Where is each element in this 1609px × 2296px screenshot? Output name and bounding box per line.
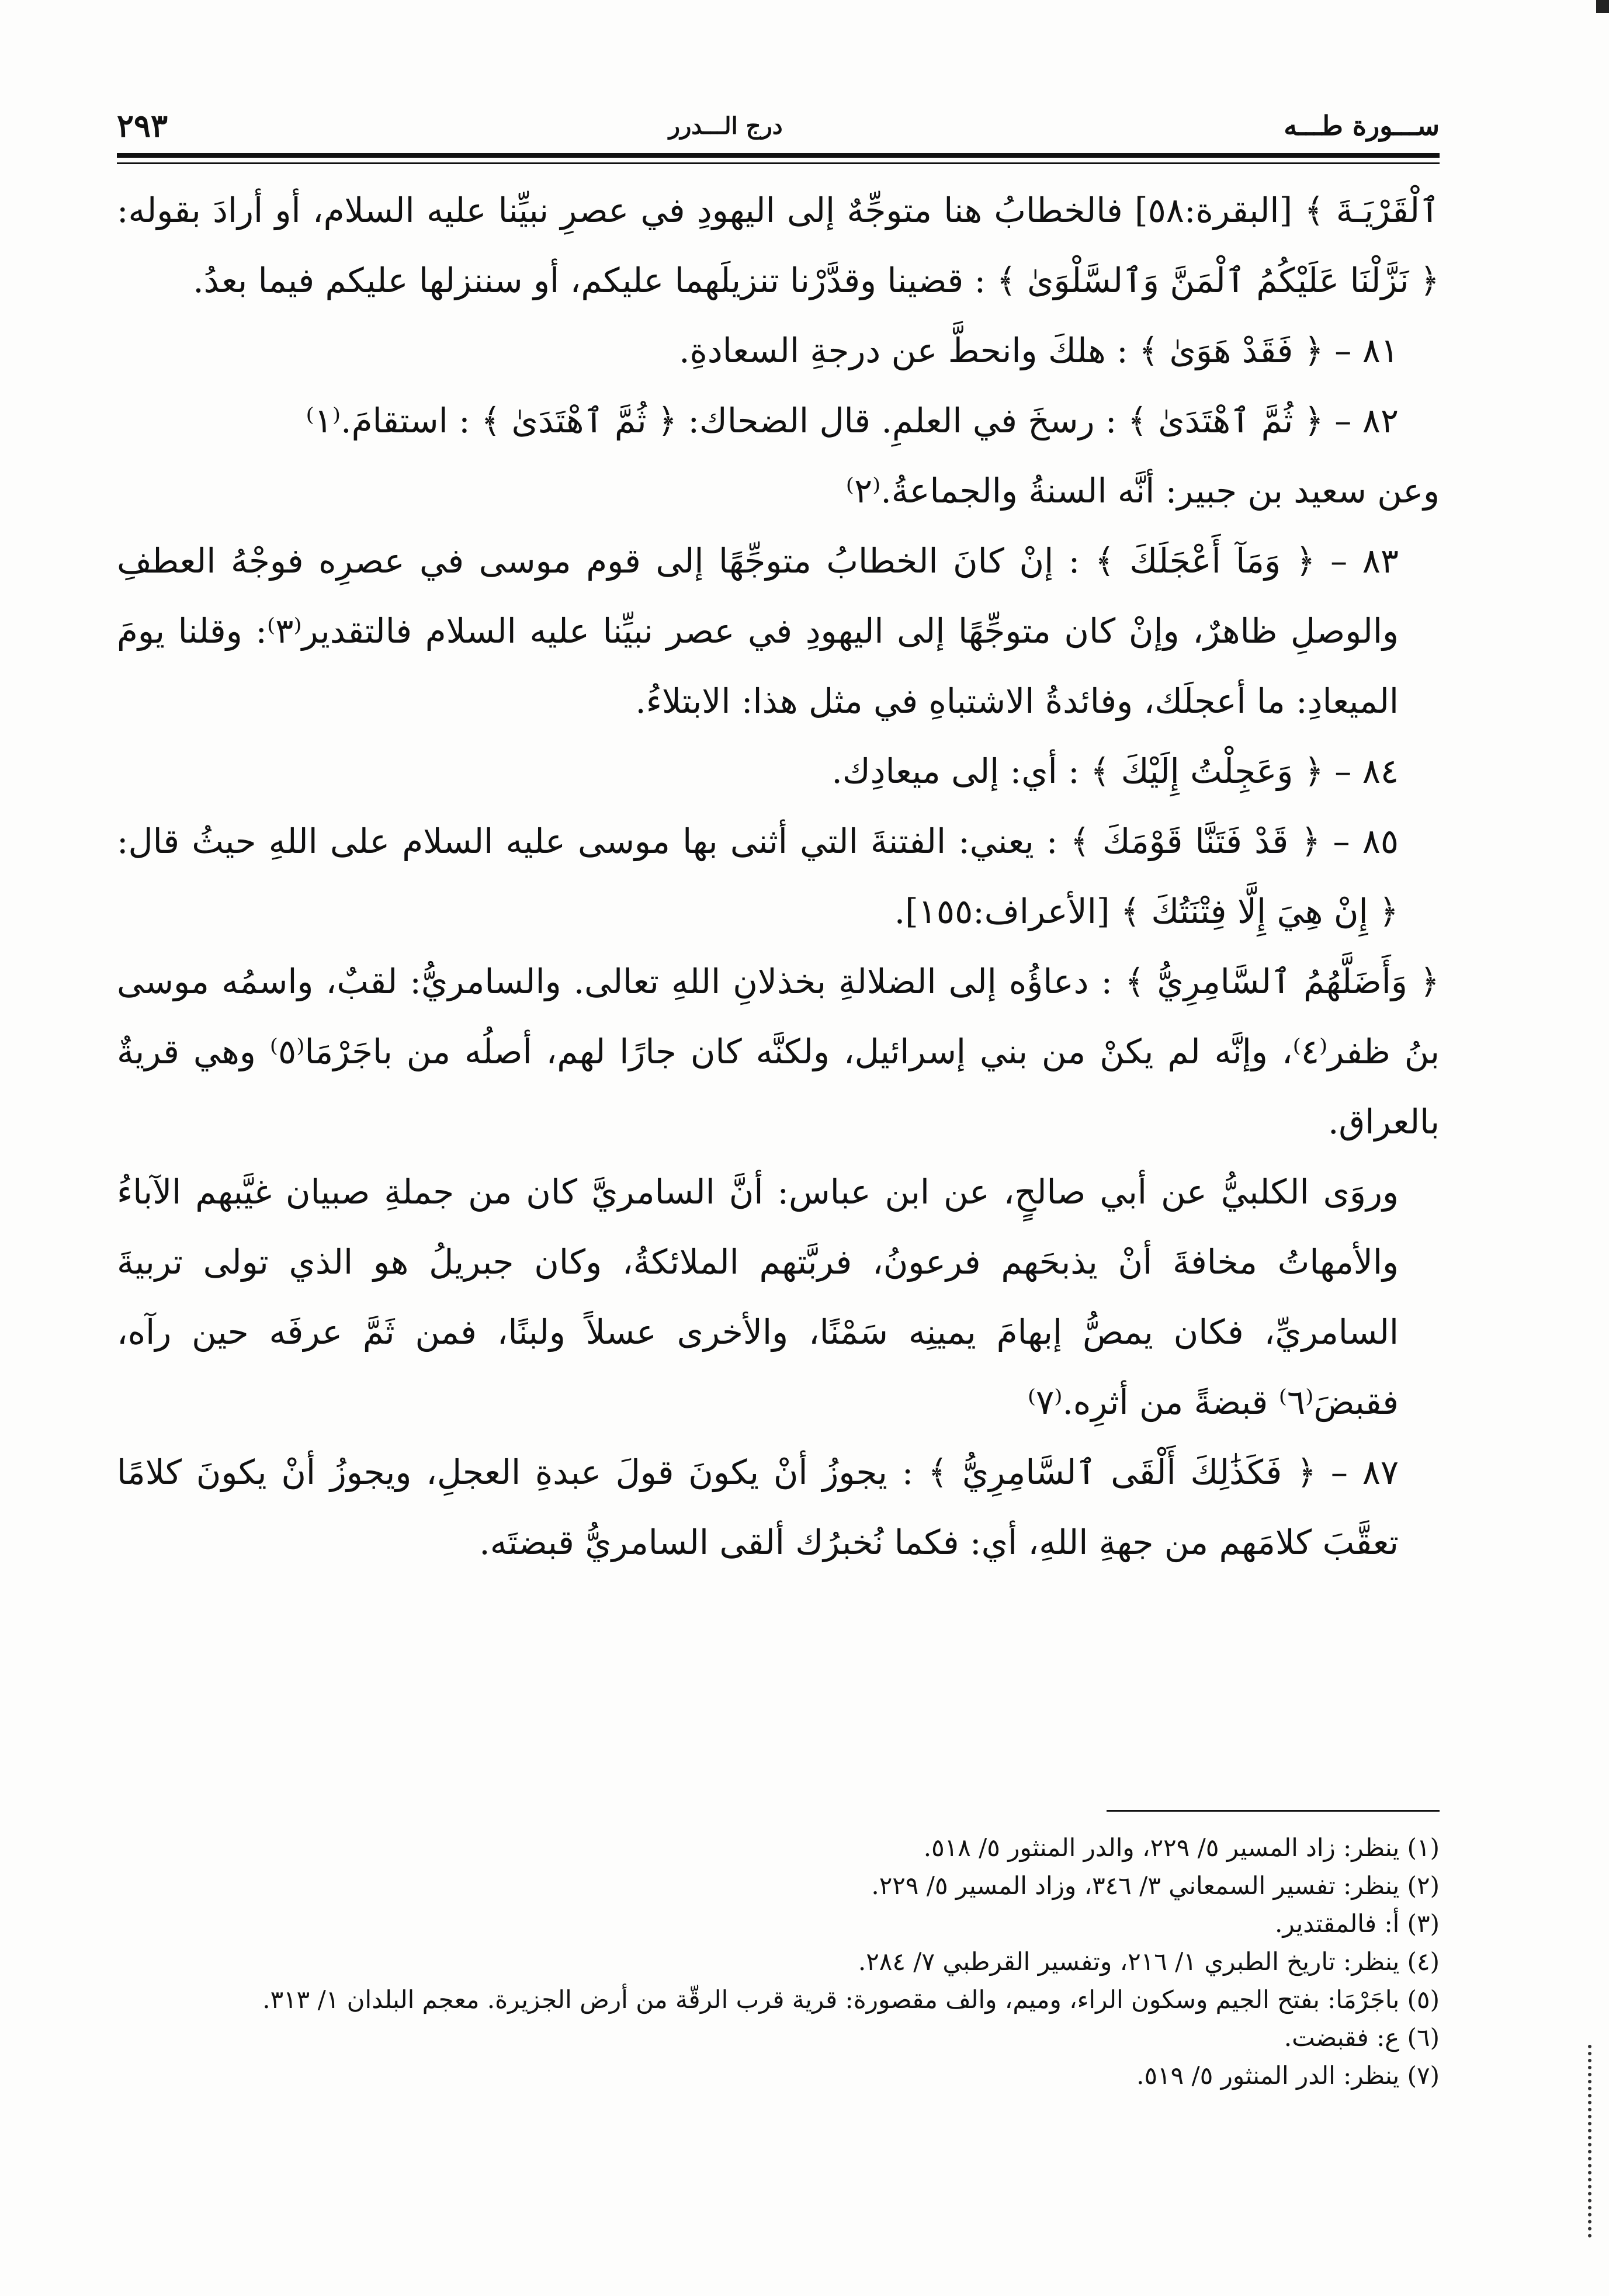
verse-82-continued: وعن سعيد بن جبير: أنَّه السنةُ والجماعةُ.⁽٢⁾ bbox=[845, 471, 1440, 511]
surah-title: ســـورة طـــه bbox=[1284, 110, 1440, 141]
page-number: ٢٩٣ bbox=[117, 107, 168, 144]
verse-85: ٨٥ – ﴿ قَدْ فَتَنَّا قَوْمَكَ ﴾ : يعني: الفتنةَ التي أثنى بها موسى عليه السلام على اللهِ حيثُ قال: ﴿ إِنْ هِيَ إِلَّا فِتْنَتُكَ ﴾ [الأعراف:١٥٥]. bbox=[117, 821, 1399, 931]
scan-corner-mark bbox=[1596, 0, 1609, 13]
footnotes bbox=[175, 1829, 1440, 2094]
header-rule-thick bbox=[117, 153, 1440, 158]
footnote: (٧) ينظر: الدر المنثور ٥/ ٥١٩. bbox=[1136, 2061, 1440, 2090]
footnote: (٣) أ: فالمقتدير. bbox=[1275, 1909, 1440, 1938]
verse-83: ٨٣ – ﴿ وَمَآ أَعْجَلَكَ ﴾ : إنْ كانَ الخطابُ متوجِّهًا إلى قوم موسى في عصرِه فوجْهُ العطفِ والوصلِ ظاهرٌ، وإنْ كان متوجِّهًا إلى اليهودِ في عصر نبيِّنا عليه السلام فالتقدير⁽٣⁾: وقلنا يومَ الميعادِ: ما أعجلَك، وفائدةُ الاشتباهِ في مثل هذا: الابتلاءُ. bbox=[117, 541, 1399, 721]
verse-87: ٨٧ – ﴿ فَكَذَٰلِكَ أَلْقَى ٱلسَّامِرِيُّ ﴾ : يجوزُ أنْ يكونَ قولَ عبدةِ العجلِ، ويجوزُ أنْ يكونَ كلامًا تعقَّبَ كلامَهم من جهةِ اللهِ، أي: فكما نُخبرُك ألقى السامريُّ قبضتَه. bbox=[117, 1452, 1399, 1562]
footnote: (٦) ع: فقبضت. bbox=[1284, 2023, 1440, 2052]
verse-84: ٨٤ – ﴿ وَعَجِلْتُ إِلَيْكَ ﴾ : أي: إلى ميعادِك. bbox=[831, 751, 1399, 791]
page-header bbox=[117, 102, 1440, 149]
main-text bbox=[117, 175, 1440, 1577]
footnote: (١) ينظر: زاد المسير ٥/ ٢٢٩، والدر المنثور ٥/ ٥١٨. bbox=[923, 1833, 1440, 1862]
header-rule-thin bbox=[117, 162, 1440, 164]
verse-82: ٨٢ – ﴿ ثُمَّ ٱهْتَدَىٰ ﴾ : رسخَ في العلمِ. قال الضحاك: ﴿ ثُمَّ ٱهْتَدَىٰ ﴾ : استقامَ.⁽١⁾ bbox=[306, 401, 1399, 441]
book-title: درج الـــدرر bbox=[668, 112, 783, 140]
footnote-separator bbox=[1107, 1810, 1440, 1812]
footnote: (٥) باجَرْمَا: بفتح الجيم وسكون الراء، وميم، والف مقصورة: قرية قرب الرقّة من أرض الجزيرة. معجم البلدان ١/ ٣١٣. bbox=[262, 1985, 1440, 2014]
footnote: (٢) ينظر: تفسير السمعاني ٣/ ٣٤٦، وزاد المسير ٥/ ٢٢٩. bbox=[871, 1871, 1440, 1900]
footnote: (٤) ينظر: تاريخ الطبري ١/ ٢١٦، وتفسير القرطبي ٧/ ٢٨٤. bbox=[858, 1947, 1440, 1976]
paragraph-samiri: ﴿ وَأَضَلَّهُمُ ٱلسَّامِرِيُّ ﴾ : دعاؤُه إلى الضلالةِ بخذلانِ اللهِ تعالى. والسامريُّ: لقبٌ، واسمُه موسى بنُ ظفر⁽٤⁾، وإنَّه لم يكنْ من بني إسرائيل، ولكنَّه كان جارًا لهم، أصلُه من باجَرْمَا⁽٥⁾ وهي قريةٌ بالعراق. bbox=[117, 962, 1440, 1142]
verse-81: ٨١ – ﴿ فَقَدْ هَوَىٰ ﴾ : هلكَ وانحطَّ عن درجةِ السعادةِ. bbox=[679, 331, 1399, 370]
paragraph-intro: ٱلْقَرْيَـةَ ﴾ [البقرة:٥٨] فالخطابُ هنا متوجِّهٌ إلى اليهودِ في عصرِ نبيِّنا عليه السلام، أو أرادَ بقوله: ﴿ نَزَّلْنَا عَلَيْكُمُ ٱلْمَنَّ وَٱلسَّلْوَىٰ ﴾ : قضينا وقدَّرْنا تنزيلَهما عليكم، أو سننزلها عليكم فيما بعدُ. bbox=[117, 190, 1440, 300]
paragraph-kalbi: وروَى الكلبيُّ عن أبي صالحٍ، عن ابن عباس: أنَّ السامريَّ كان من جملةِ صبيان غيَّبهم الآباءُ والأمهاتُ مخافةَ أنْ يذبحَهم فرعونُ، فربَّتهم الملائكةُ، وكان جبريلُ هو الذي تولى تربيةَ السامريِّ، فكان يمصُّ إبهامَ يمينِه سَمْنًا، والأخرى عسلاً ولبنًا، فمن ثَمَّ عرفَه حين رآه، فقبضَ⁽٦⁾ قبضةً من أثرِه.⁽٧⁾ bbox=[117, 1172, 1399, 1422]
scan-edge-mark bbox=[1582, 2045, 1591, 2238]
